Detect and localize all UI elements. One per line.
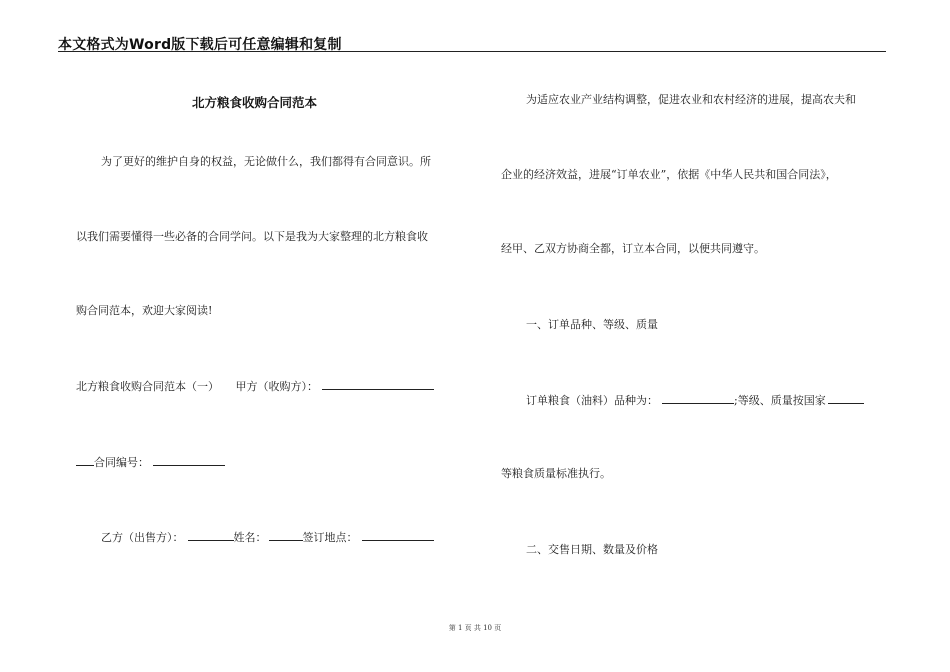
national-standard-blank [828, 392, 864, 404]
header-divider [58, 51, 886, 52]
contract-number-line [76, 454, 225, 470]
continuation-blank [76, 454, 94, 466]
contract-heading-text: 北方粮食收购合同范本（一） 甲方（收购方）： [76, 380, 318, 393]
grain-variety-blank [662, 392, 734, 404]
paragraph-line: 购合同范本，欢迎大家阅读! [76, 304, 213, 317]
contract-number-label: 合同编号： [94, 456, 149, 469]
signing-place-blank [362, 529, 434, 541]
name-blank [269, 529, 303, 541]
grain-variety-line [526, 392, 864, 408]
document-title: 北方粮食收购合同范本 [192, 95, 318, 110]
page-number: 第 1 页 共 10 页 [448, 624, 502, 632]
paragraph-line: 为了更好的维护自身的权益，无论做什么，我们都得有合同意识。所 [101, 155, 431, 168]
seller-label: 乙方（出售方）： [101, 531, 184, 544]
paragraph-line: 企业的经济效益，进展“订单农业”，依据《中华人民共和国合同法》， [501, 168, 837, 181]
contract-number-blank [153, 454, 225, 466]
section-heading: 二、交售日期、数量及价格 [526, 543, 658, 556]
document-header [58, 30, 886, 54]
paragraph-line: 为适应农业产业结构调整，促进农业和农村经济的进展，提高农夫和 [526, 93, 856, 106]
signing-place-label: 签订地点： [302, 531, 358, 544]
paragraph-line: 以我们需要懂得一些必备的合同学问。以下是我为大家整理的北方粮食收 [76, 230, 428, 243]
seller-blank [188, 529, 234, 541]
grain-variety-label: 订单粮食（油料）品种为： [526, 394, 658, 407]
contract-heading-line [76, 378, 434, 394]
seller-line [101, 529, 434, 545]
grade-quality-label: ;等级、质量按国家 [734, 394, 826, 407]
section-heading: 一、订单品种、等级、质量 [526, 318, 658, 331]
paragraph-line: 经甲、乙双方协商全都，订立本合同，以便共同遵守。 [501, 242, 765, 255]
buyer-blank [322, 378, 434, 390]
paragraph-line: 等粮食质量标准执行。 [501, 467, 611, 480]
header-text: 本文格式为Word版下载后可任意编辑和复制 [58, 37, 342, 53]
name-label: 姓名： [233, 531, 267, 544]
